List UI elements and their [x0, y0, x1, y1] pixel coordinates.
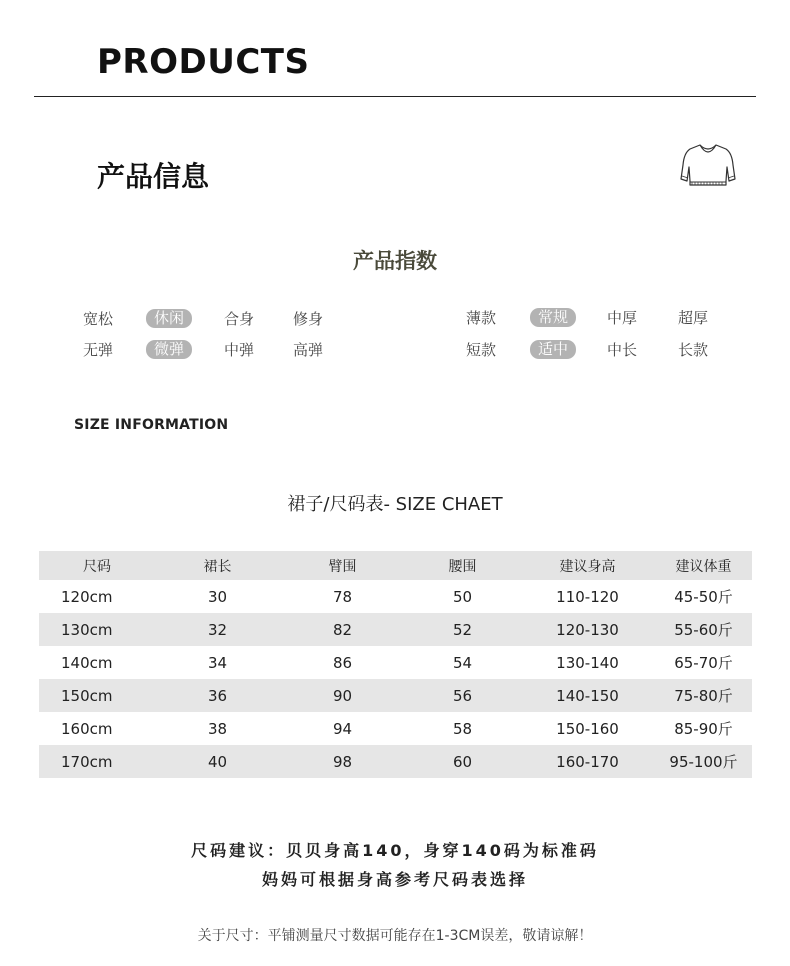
index-option-elasticity: 中弹: [223, 341, 255, 359]
index-option-thickness: 薄款: [465, 309, 497, 327]
sweater-icon: [680, 141, 736, 191]
cell-arm: 98: [280, 745, 405, 778]
index-option-fit: 宽松: [82, 310, 114, 328]
cell-length: 38: [207, 719, 228, 738]
index-option-fit: 修身: [292, 310, 324, 328]
cell-height: 110-120: [556, 587, 619, 606]
cell-weight: 55-60斤: [655, 613, 752, 646]
table-row: [39, 745, 752, 778]
index-option-length: 短款: [465, 341, 497, 359]
index-option-fit: 合身: [223, 310, 255, 328]
table-row: [39, 679, 752, 712]
cell-length: 36: [155, 679, 280, 712]
cell-waist: 50: [452, 587, 473, 606]
cell-length: 34: [207, 653, 228, 672]
header-divider: [34, 96, 756, 97]
cell-waist: 52: [405, 613, 520, 646]
header-arm: 臂围: [280, 551, 405, 580]
cell-weight: 45-50斤: [674, 588, 733, 606]
cell-arm: 86: [332, 653, 353, 672]
cell-size: 160cm: [61, 719, 113, 738]
cell-length: 40: [155, 745, 280, 778]
index-option-thickness: 中厚: [606, 309, 638, 327]
cell-waist: 56: [405, 679, 520, 712]
table-header-row: [39, 551, 752, 580]
header-weight: 建议体重: [655, 551, 752, 580]
cell-arm: 94: [332, 719, 353, 738]
cell-length: 32: [155, 613, 280, 646]
size-table: [39, 551, 752, 778]
product-index-title: 产品指数: [353, 249, 437, 273]
size-info-label: SIZE INFORMATION: [74, 417, 229, 433]
index-option-elasticity-selected: 微弹: [146, 340, 192, 359]
table-row: [39, 580, 752, 613]
size-advice-line1: 尺码建议：贝贝身高140，身穿140码为标准码: [191, 841, 599, 860]
index-option-thickness: 超厚: [677, 309, 709, 327]
cell-arm: 78: [332, 587, 353, 606]
cell-weight: 85-90斤: [674, 720, 733, 738]
cell-weight: 95-100斤: [655, 745, 752, 778]
index-option-length: 长款: [677, 341, 709, 359]
header-height: 建议身高: [520, 551, 655, 580]
cell-height: 160-170: [520, 745, 655, 778]
cell-weight: 65-70斤: [674, 654, 733, 672]
index-option-elasticity: 高弹: [292, 341, 324, 359]
cell-height: 140-150: [520, 679, 655, 712]
cell-height: 130-140: [556, 653, 619, 672]
cell-arm: 90: [280, 679, 405, 712]
header-size: 尺码: [39, 551, 155, 580]
cell-arm: 82: [280, 613, 405, 646]
table-row: [39, 646, 752, 679]
cell-weight: 75-80斤: [655, 679, 752, 712]
page-title: PRODUCTS: [97, 42, 310, 82]
product-info-title: 产品信息: [97, 160, 210, 193]
cell-size: 170cm: [39, 745, 155, 778]
cell-length: 30: [207, 587, 228, 606]
cell-waist: 54: [452, 653, 473, 672]
size-chart-title: 裙子/尺码表- SIZE CHAET: [287, 494, 503, 515]
cell-waist: 58: [452, 719, 473, 738]
cell-height: 120-130: [520, 613, 655, 646]
table-row: [39, 613, 752, 646]
index-option-length-selected: 适中: [530, 340, 576, 359]
cell-size: 120cm: [61, 587, 113, 606]
header-waist: 腰围: [405, 551, 520, 580]
cell-size: 150cm: [39, 679, 155, 712]
cell-size: 140cm: [61, 653, 113, 672]
index-option-fit-selected: 休闲: [146, 309, 192, 328]
index-option-elasticity: 无弹: [82, 341, 114, 359]
size-advice-line2: 妈妈可根据身高参考尺码表选择: [261, 870, 528, 889]
header-length: 裙长: [155, 551, 280, 580]
index-option-thickness-selected: 常规: [530, 308, 576, 327]
table-row: [39, 712, 752, 745]
index-option-length: 中长: [606, 341, 638, 359]
cell-size: 130cm: [39, 613, 155, 646]
cell-waist: 60: [405, 745, 520, 778]
measurement-note: 关于尺寸：平铺测量尺寸数据可能存在1-3CM误差，敬请谅解！: [197, 928, 593, 944]
cell-height: 150-160: [556, 719, 619, 738]
